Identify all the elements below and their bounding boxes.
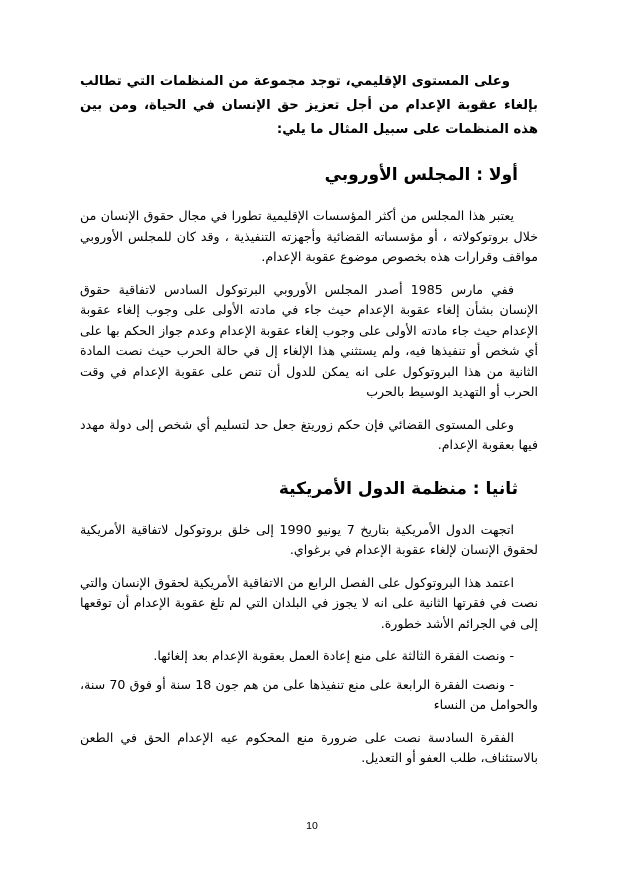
- body-paragraph: اعتمد هذا البروتوكول على الفصل الرابع من الاتفاقية الأمريكية لحقوق الإنسان والتي نصت في فقرتها الثانية على انه لا يجوز في البلدان التي لم تلغ عقوبة الإعدام أن توقعها إلى في الجرائم الأشد خطورة.: [80, 574, 538, 631]
- page-number: 10: [306, 820, 318, 832]
- page-content: [80, 70, 538, 781]
- section-european-council: [80, 162, 538, 456]
- body-paragraph: ففي مارس 1985 أصدر المجلس الأوروبي البرتوكول السادس لاتفاقية حقوق الإنسان بشأن إلغاء عقوبة الإعدام حيث جاء في مادته الأولى على وجوب إلغاء عقوبة الإعدام حيث جاء مادته الأولى على وجوب إلغاء عقوبة الإعدام وعدم جواز الحكم بها على أي شخص أو تنفيذها فيه، ولم يستثني هذا الإلغاء إل في حالة الحرب حيث نصت المادة الثانية من هذا البروتوكول على انه يمكن للدول أن تنص على عقوبة الإعدام في وقت الحرب أو التهديد الوسيط بالحرب: [80, 281, 538, 399]
- section-heading: ثانيا : منظمة الدول الأمريكية: [278, 478, 518, 499]
- body-paragraph: وعلى المستوى القضائي فإن حكم زوريتغ جعل حد لتسليم أي شخص إلى دولة مهدد فيها بعقوبة الإعدام.: [80, 416, 538, 452]
- section-heading: أولا : المجلس الأوروبي: [324, 165, 518, 185]
- body-paragraph: - ونصت الفقرة الرابعة على منع تنفيذها على من هم جون 18 سنة أو فوق 70 سنة، والحوامل من النساء: [80, 676, 538, 712]
- intro-paragraph: وعلى المستوى الإقليمي، توجد مجموعة من المنظمات التي تطالب بإلغاء عقوبة الإعدام من أجل تعزيز حق الإنسان في الحياة، ومن بين هذه المنظمات على سبيل المثال ما يلي:: [80, 74, 538, 137]
- body-paragraph: يعتبر هذا المجلس من أكثر المؤسسات الإقليمية تطورا في مجال حقوق الإنسان من خلال بروتوكولاته ، أو مؤسساته القضائية وأجهزته التنفيذية ، وقد كان للمجلس الأوروبي مواقف وقرارات هذه بخصوص موضوع عقوبة الإعدام.: [80, 208, 538, 264]
- section-american-states: [80, 476, 538, 769]
- body-paragraph: اتجهت الدول الأمريكية بتاريخ 7 يونيو 1990 إلى خلق بروتوكول لاتفاقية الأمريكية لحقوق الإنسان لإلغاء عقوبة الإعدام في برغواي.: [80, 521, 538, 557]
- body-paragraph: - ونصت الفقرة الثالثة على منع إعادة العمل بعقوبة الإعدام بعد إلغائها.: [153, 648, 514, 663]
- body-paragraph: الفقرة السادسة نصت على ضرورة منع المحكوم عيه الإعدام الحق في الطعن بالاستئناف، طلب العفو أو التعديل.: [80, 729, 538, 765]
